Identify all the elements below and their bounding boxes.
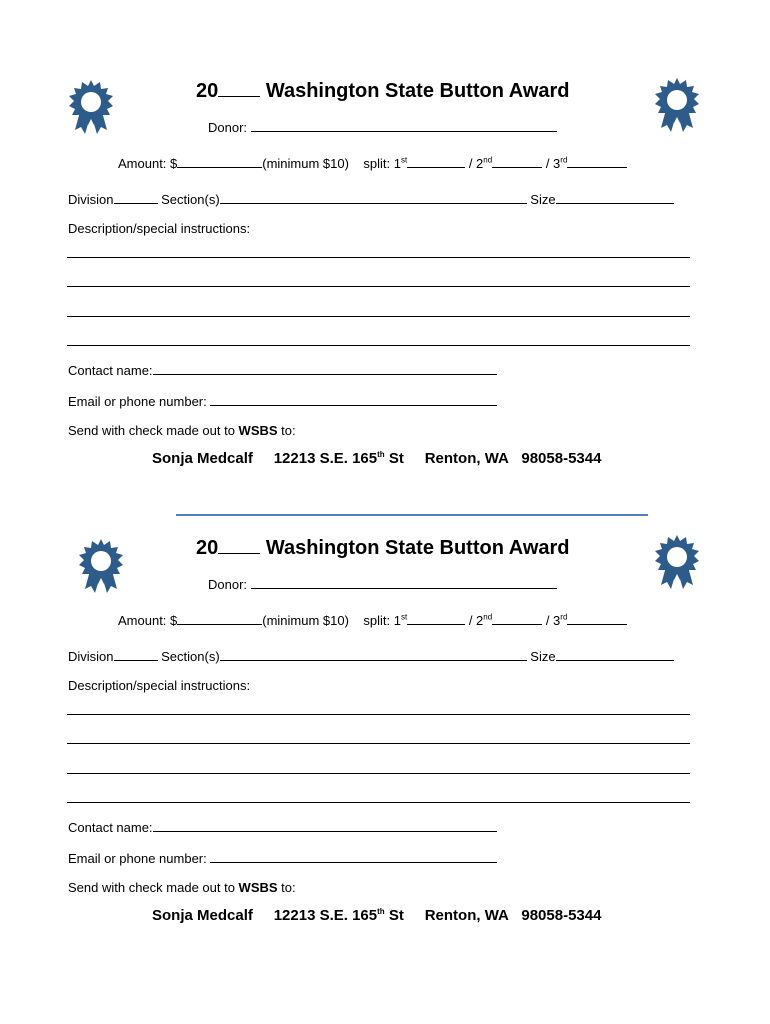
- amount-minimum: (minimum $10): [262, 613, 349, 628]
- split-label: split: 1: [363, 613, 401, 628]
- size-label: Size: [530, 192, 556, 207]
- award-ribbon-icon: [652, 533, 702, 595]
- year-blank[interactable]: [218, 537, 260, 554]
- description-line[interactable]: [67, 773, 690, 774]
- email-row: [68, 393, 497, 408]
- description-line[interactable]: [67, 802, 690, 803]
- amount-field[interactable]: [177, 612, 262, 625]
- split-2nd-field[interactable]: [492, 155, 542, 168]
- sections-label: Section(s): [161, 649, 220, 664]
- award-form-2: [0, 457, 770, 924]
- year-blank[interactable]: [218, 80, 260, 97]
- award-ribbon-icon: [76, 537, 126, 599]
- contact-field[interactable]: [153, 819, 497, 832]
- donor-row: [208, 119, 557, 134]
- mailing-address: [152, 908, 601, 923]
- description-line[interactable]: [67, 714, 690, 715]
- amount-row: Amount: $ (minimum $10) split: 1st / 2nd / 3rd: [118, 612, 627, 627]
- address-street: 12213 S.E. 165th St: [273, 907, 404, 924]
- address-zip: 98058-5344: [521, 907, 602, 924]
- sections-field[interactable]: [220, 191, 527, 204]
- donor-row: [208, 576, 557, 591]
- email-field[interactable]: [210, 850, 497, 863]
- donor-label: Donor:: [208, 120, 248, 135]
- division-field[interactable]: [114, 648, 158, 661]
- award-form-1: [0, 0, 770, 467]
- description-line[interactable]: [67, 286, 690, 287]
- address-zip: 98058-5344: [521, 450, 602, 467]
- address-name: Sonja Medcalf: [152, 907, 253, 924]
- contact-row: [68, 819, 497, 834]
- amount-field[interactable]: [177, 155, 262, 168]
- division-label: Division: [68, 649, 114, 664]
- amount-label: Amount: $: [118, 156, 178, 171]
- split-1st-field[interactable]: [407, 155, 465, 168]
- description-line[interactable]: [67, 345, 690, 346]
- sections-label: Section(s): [161, 192, 220, 207]
- split-label: split: 1: [363, 156, 401, 171]
- sections-field[interactable]: [220, 648, 527, 661]
- division-row: [68, 648, 674, 663]
- donor-label: Donor:: [208, 577, 248, 592]
- size-field[interactable]: [556, 648, 674, 661]
- send-instructions: Send with check made out to WSBS to:: [68, 423, 296, 438]
- split-2nd-field[interactable]: [492, 612, 542, 625]
- split-3rd-field[interactable]: [567, 612, 627, 625]
- address-city: Renton, WA: [424, 450, 509, 467]
- description-line[interactable]: [67, 257, 690, 258]
- size-field[interactable]: [556, 191, 674, 204]
- contact-label: Contact name:: [68, 820, 153, 835]
- award-ribbon-icon: [66, 78, 116, 140]
- email-row: [68, 850, 497, 865]
- address-city: Renton, WA: [424, 907, 509, 924]
- email-label: Email or phone number:: [68, 394, 207, 409]
- description-line[interactable]: [67, 743, 690, 744]
- split-1st-field[interactable]: [407, 612, 465, 625]
- form-title: 20 Washington State Button Award: [196, 80, 570, 102]
- amount-label: Amount: $: [118, 613, 178, 628]
- description-label: Description/special instructions:: [68, 678, 251, 693]
- split-3rd-field[interactable]: [567, 155, 627, 168]
- division-field[interactable]: [114, 191, 158, 204]
- contact-label: Contact name:: [68, 363, 153, 378]
- send-instructions: Send with check made out to WSBS to:: [68, 880, 296, 895]
- donor-field[interactable]: [251, 576, 557, 589]
- award-ribbon-icon: [652, 76, 702, 138]
- address-name: Sonja Medcalf: [152, 450, 253, 467]
- description-label: Description/special instructions:: [68, 221, 251, 236]
- address-street: 12213 S.E. 165th St: [273, 450, 404, 467]
- email-label: Email or phone number:: [68, 851, 207, 866]
- description-line[interactable]: [67, 316, 690, 317]
- contact-row: [68, 362, 497, 377]
- form-title: 20 Washington State Button Award: [196, 537, 570, 559]
- email-field[interactable]: [210, 393, 497, 406]
- division-label: Division: [68, 192, 114, 207]
- contact-field[interactable]: [153, 362, 497, 375]
- donor-field[interactable]: [251, 119, 557, 132]
- size-label: Size: [530, 649, 556, 664]
- amount-row: Amount: $ (minimum $10) split: 1st / 2nd / 3rd: [118, 155, 627, 170]
- division-row: [68, 191, 674, 206]
- amount-minimum: (minimum $10): [262, 156, 349, 171]
